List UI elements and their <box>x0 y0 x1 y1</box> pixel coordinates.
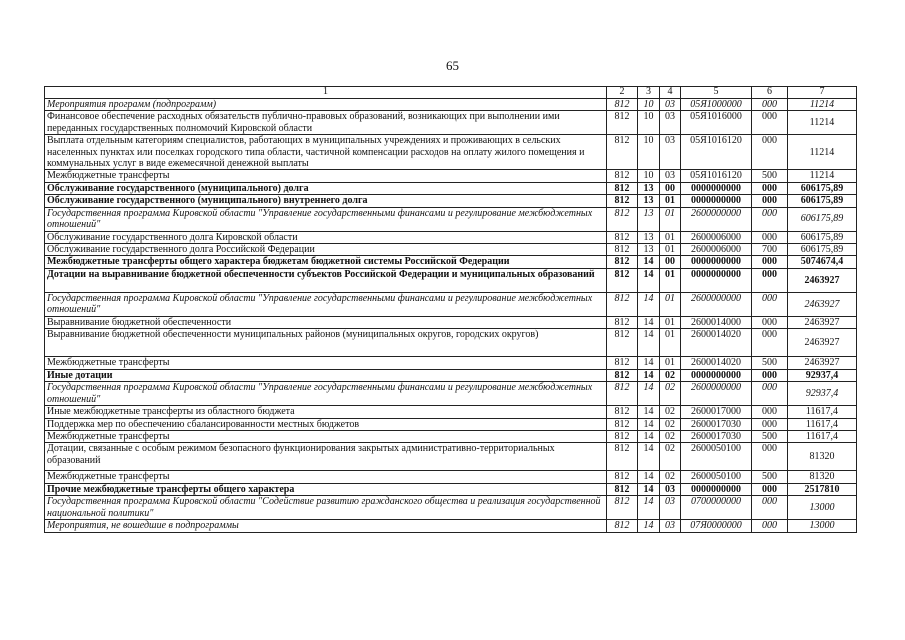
row-code-expense-type: 000 <box>752 231 788 243</box>
row-code-section: 14 <box>638 357 660 369</box>
row-code-ministry: 812 <box>607 483 638 495</box>
row-code-subsection: 01 <box>660 207 681 231</box>
row-code-expense-type: 000 <box>752 292 788 316</box>
row-code-ministry: 812 <box>607 329 638 357</box>
row-name: Дотации, связанные с особым режимом безопасного функционирования закрытых административно-территориальных образований <box>45 443 607 471</box>
row-name: Межбюджетные трансферты <box>45 471 607 483</box>
row-name: Государственная программа Кировской области "Содействие развитию гражданского общества и реализация государственной национальной политики" <box>45 496 607 520</box>
row-name: Межбюджетные трансферты общего характера бюджетам бюджетной системы Российской Федерации <box>45 256 607 268</box>
table-row <box>45 520 857 532</box>
row-code-subsection: 03 <box>660 520 681 532</box>
table-row <box>45 207 857 231</box>
row-code-expense-type: 000 <box>752 182 788 194</box>
row-code-expense-type: 000 <box>752 483 788 495</box>
row-code-expense-type: 500 <box>752 430 788 442</box>
row-code-expense-type: 000 <box>752 443 788 471</box>
row-code-subsection: 02 <box>660 443 681 471</box>
row-code-expense-type: 500 <box>752 357 788 369</box>
row-name: Межбюджетные трансферты <box>45 170 607 182</box>
table-row <box>45 135 857 170</box>
row-code-subsection: 02 <box>660 369 681 381</box>
row-amount: 11214 <box>788 135 857 170</box>
row-code-ministry: 812 <box>607 111 638 135</box>
row-code-expense-type: 000 <box>752 382 788 406</box>
header-row <box>45 87 857 99</box>
row-code-expense-type: 000 <box>752 369 788 381</box>
row-amount: 2463927 <box>788 292 857 316</box>
row-code-target: 0000000000 <box>681 195 752 207</box>
row-code-subsection: 03 <box>660 483 681 495</box>
row-code-expense-type: 000 <box>752 195 788 207</box>
row-name: Дотации на выравнивание бюджетной обеспеченности субъектов Российской Федерации и муниципальных образований <box>45 268 607 292</box>
row-code-section: 14 <box>638 443 660 471</box>
row-code-ministry: 812 <box>607 292 638 316</box>
row-code-ministry: 812 <box>607 406 638 418</box>
row-code-ministry: 812 <box>607 316 638 328</box>
row-code-expense-type: 000 <box>752 418 788 430</box>
row-code-expense-type: 700 <box>752 244 788 256</box>
header-cell: 5 <box>681 87 752 99</box>
row-name: Поддержка мер по обеспечению сбалансированности местных бюджетов <box>45 418 607 430</box>
row-name: Выравнивание бюджетной обеспеченности муниципальных районов (муниципальных округов, городских округов) <box>45 329 607 357</box>
row-code-section: 14 <box>638 268 660 292</box>
row-name: Межбюджетные трансферты <box>45 357 607 369</box>
row-code-target: 2600017030 <box>681 418 752 430</box>
row-amount: 11214 <box>788 99 857 111</box>
row-code-section: 14 <box>638 369 660 381</box>
row-amount: 606175,89 <box>788 244 857 256</box>
row-code-subsection: 03 <box>660 111 681 135</box>
row-name: Иные дотации <box>45 369 607 381</box>
table-row <box>45 292 857 316</box>
row-code-target: 2600006000 <box>681 231 752 243</box>
row-code-ministry: 812 <box>607 520 638 532</box>
row-code-target: 2600000000 <box>681 207 752 231</box>
row-code-ministry: 812 <box>607 99 638 111</box>
row-code-ministry: 812 <box>607 369 638 381</box>
row-code-expense-type: 000 <box>752 111 788 135</box>
row-code-section: 10 <box>638 99 660 111</box>
row-code-target: 07Я0000000 <box>681 520 752 532</box>
row-code-subsection: 01 <box>660 231 681 243</box>
row-name: Государственная программа Кировской области "Управление государственными финансами и регулирование межбюджетных отношений" <box>45 207 607 231</box>
row-code-ministry: 812 <box>607 195 638 207</box>
row-code-section: 14 <box>638 430 660 442</box>
row-code-expense-type: 000 <box>752 406 788 418</box>
row-code-section: 14 <box>638 382 660 406</box>
row-code-target: 0000000000 <box>681 182 752 194</box>
row-code-section: 14 <box>638 292 660 316</box>
row-code-target: 2600017030 <box>681 430 752 442</box>
table-row <box>45 195 857 207</box>
row-code-subsection: 01 <box>660 357 681 369</box>
row-name: Обслуживание государственного долга Кировской области <box>45 231 607 243</box>
row-amount: 2463927 <box>788 357 857 369</box>
table-row <box>45 443 857 471</box>
row-code-ministry: 812 <box>607 382 638 406</box>
header-cell: 2 <box>607 87 638 99</box>
table-row <box>45 329 857 357</box>
row-code-target: 2600014020 <box>681 329 752 357</box>
row-code-target: 2600050100 <box>681 471 752 483</box>
row-code-target: 2600006000 <box>681 244 752 256</box>
row-name: Иные межбюджетные трансферты из областного бюджета <box>45 406 607 418</box>
row-code-subsection: 03 <box>660 496 681 520</box>
table-row <box>45 268 857 292</box>
row-code-section: 13 <box>638 244 660 256</box>
row-amount: 11214 <box>788 111 857 135</box>
row-name: Выплата отдельным категориям специалистов, работающих в муниципальных учреждениях и проживающих в сельских населенных пунктах или поселках городского типа области, частичной компенсации расходов на оплату жилого помещения и коммунальных услуг в виде ежемесячной денежной выплаты <box>45 135 607 170</box>
row-code-subsection: 01 <box>660 244 681 256</box>
row-code-target: 05Я1016120 <box>681 170 752 182</box>
row-code-ministry: 812 <box>607 418 638 430</box>
row-code-ministry: 812 <box>607 471 638 483</box>
row-code-ministry: 812 <box>607 231 638 243</box>
row-amount: 11617,4 <box>788 418 857 430</box>
row-code-subsection: 01 <box>660 268 681 292</box>
table-row <box>45 357 857 369</box>
row-code-subsection: 03 <box>660 99 681 111</box>
header-cell: 4 <box>660 87 681 99</box>
row-name: Государственная программа Кировской области "Управление государственными финансами и регулирование межбюджетных отношений" <box>45 292 607 316</box>
table-row <box>45 471 857 483</box>
header-cell: 7 <box>788 87 857 99</box>
row-amount: 92937,4 <box>788 382 857 406</box>
row-name: Межбюджетные трансферты <box>45 430 607 442</box>
row-name: Финансовое обеспечение расходных обязательств публично-правовых образований, возникающих при выполнении ими переданных государственных полномочий Кировской области <box>45 111 607 135</box>
header-cell: 3 <box>638 87 660 99</box>
row-code-subsection: 02 <box>660 406 681 418</box>
table-row <box>45 382 857 406</box>
table-row <box>45 111 857 135</box>
table-row <box>45 182 857 194</box>
row-amount: 13000 <box>788 496 857 520</box>
row-code-section: 14 <box>638 256 660 268</box>
row-code-expense-type: 000 <box>752 256 788 268</box>
row-code-target: 0000000000 <box>681 268 752 292</box>
row-amount: 2463927 <box>788 329 857 357</box>
row-amount: 81320 <box>788 443 857 471</box>
row-amount: 606175,89 <box>788 182 857 194</box>
row-code-target: 0000000000 <box>681 369 752 381</box>
table-row <box>45 406 857 418</box>
row-name: Обслуживание государственного (муниципального) долга <box>45 182 607 194</box>
row-code-expense-type: 000 <box>752 329 788 357</box>
row-code-ministry: 812 <box>607 170 638 182</box>
row-amount: 2517810 <box>788 483 857 495</box>
row-code-subsection: 00 <box>660 256 681 268</box>
row-code-subsection: 03 <box>660 170 681 182</box>
row-code-expense-type: 000 <box>752 207 788 231</box>
header-cell: 1 <box>45 87 607 99</box>
table-row <box>45 496 857 520</box>
row-code-subsection: 03 <box>660 135 681 170</box>
row-code-target: 05Я1016120 <box>681 135 752 170</box>
row-amount: 11617,4 <box>788 430 857 442</box>
row-name: Обслуживание государственного долга Российской Федерации <box>45 244 607 256</box>
header-cell: 6 <box>752 87 788 99</box>
table-row <box>45 316 857 328</box>
table-row <box>45 430 857 442</box>
row-code-subsection: 01 <box>660 195 681 207</box>
budget-table <box>44 86 857 533</box>
row-name: Прочие межбюджетные трансферты общего характера <box>45 483 607 495</box>
row-code-subsection: 02 <box>660 418 681 430</box>
row-amount: 81320 <box>788 471 857 483</box>
row-code-ministry: 812 <box>607 135 638 170</box>
table-row <box>45 231 857 243</box>
table-row <box>45 256 857 268</box>
row-code-ministry: 812 <box>607 244 638 256</box>
row-code-target: 2600000000 <box>681 382 752 406</box>
row-code-section: 14 <box>638 316 660 328</box>
row-code-expense-type: 000 <box>752 99 788 111</box>
row-code-expense-type: 500 <box>752 170 788 182</box>
row-name: Мероприятия, не вошедшие в подпрограммы <box>45 520 607 532</box>
row-amount: 606175,89 <box>788 231 857 243</box>
table-row <box>45 170 857 182</box>
row-code-section: 10 <box>638 111 660 135</box>
row-code-target: 2600017000 <box>681 406 752 418</box>
row-code-ministry: 812 <box>607 268 638 292</box>
row-amount: 606175,89 <box>788 195 857 207</box>
row-code-section: 14 <box>638 418 660 430</box>
row-amount: 2463927 <box>788 268 857 292</box>
row-amount: 11617,4 <box>788 406 857 418</box>
row-code-section: 13 <box>638 231 660 243</box>
row-code-target: 2600014020 <box>681 357 752 369</box>
row-code-section: 14 <box>638 329 660 357</box>
row-code-target: 2600050100 <box>681 443 752 471</box>
row-name: Мероприятия программ (подпрограмм) <box>45 99 607 111</box>
table-row <box>45 483 857 495</box>
row-code-subsection: 02 <box>660 430 681 442</box>
table-row <box>45 369 857 381</box>
row-code-ministry: 812 <box>607 496 638 520</box>
table-row <box>45 99 857 111</box>
row-code-subsection: 01 <box>660 329 681 357</box>
row-code-target: 05Я1000000 <box>681 99 752 111</box>
row-code-section: 14 <box>638 471 660 483</box>
row-name: Обслуживание государственного (муниципального) внутреннего долга <box>45 195 607 207</box>
row-code-expense-type: 000 <box>752 316 788 328</box>
table-row <box>45 418 857 430</box>
row-amount: 11214 <box>788 170 857 182</box>
row-code-section: 14 <box>638 483 660 495</box>
row-code-expense-type: 000 <box>752 496 788 520</box>
row-code-section: 10 <box>638 170 660 182</box>
row-code-ministry: 812 <box>607 430 638 442</box>
row-code-section: 14 <box>638 406 660 418</box>
row-amount: 2463927 <box>788 316 857 328</box>
row-code-expense-type: 000 <box>752 135 788 170</box>
row-code-expense-type: 000 <box>752 268 788 292</box>
row-amount: 92937,4 <box>788 369 857 381</box>
row-code-target: 0700000000 <box>681 496 752 520</box>
row-code-subsection: 02 <box>660 471 681 483</box>
row-code-section: 13 <box>638 182 660 194</box>
row-code-expense-type: 500 <box>752 471 788 483</box>
row-code-subsection: 02 <box>660 382 681 406</box>
page-number: 65 <box>446 58 459 73</box>
row-code-target: 0000000000 <box>681 483 752 495</box>
row-code-target: 2600000000 <box>681 292 752 316</box>
row-code-target: 05Я1016000 <box>681 111 752 135</box>
row-code-expense-type: 000 <box>752 520 788 532</box>
row-name: Государственная программа Кировской области "Управление государственными финансами и регулирование межбюджетных отношений" <box>45 382 607 406</box>
row-code-section: 14 <box>638 520 660 532</box>
row-code-subsection: 01 <box>660 292 681 316</box>
row-amount: 13000 <box>788 520 857 532</box>
row-code-section: 13 <box>638 207 660 231</box>
row-code-ministry: 812 <box>607 357 638 369</box>
row-code-ministry: 812 <box>607 443 638 471</box>
row-code-ministry: 812 <box>607 207 638 231</box>
table-row <box>45 244 857 256</box>
row-code-ministry: 812 <box>607 182 638 194</box>
row-code-section: 13 <box>638 195 660 207</box>
row-name: Выравнивание бюджетной обеспеченности <box>45 316 607 328</box>
row-code-target: 2600014000 <box>681 316 752 328</box>
row-code-subsection: 01 <box>660 316 681 328</box>
row-code-section: 10 <box>638 135 660 170</box>
row-code-section: 14 <box>638 496 660 520</box>
row-code-target: 0000000000 <box>681 256 752 268</box>
row-amount: 5074674,4 <box>788 256 857 268</box>
row-amount: 606175,89 <box>788 207 857 231</box>
row-code-subsection: 00 <box>660 182 681 194</box>
row-code-ministry: 812 <box>607 256 638 268</box>
